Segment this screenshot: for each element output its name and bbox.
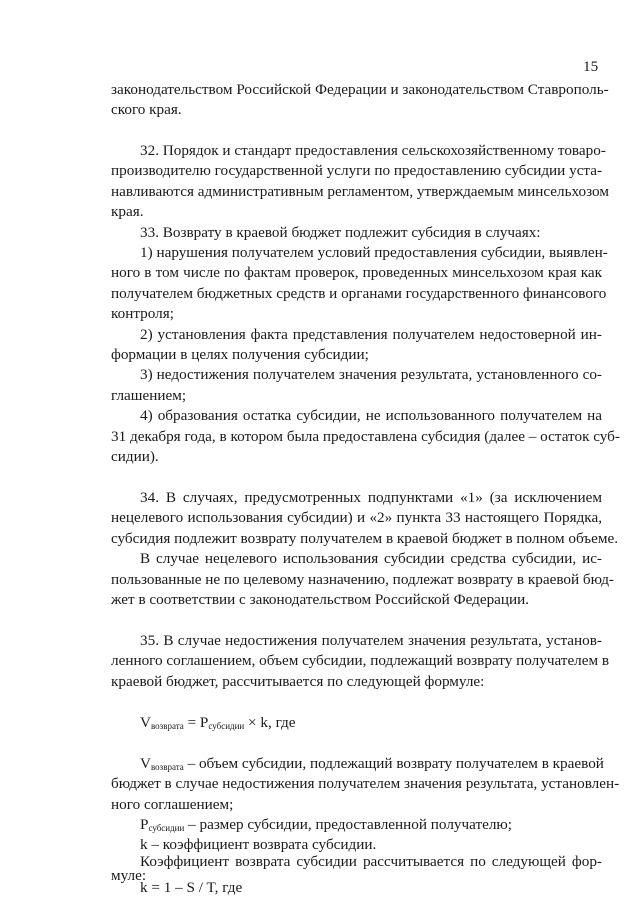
paragraph-33-item-1: контроля; [111,305,174,322]
paragraph-32-line: края. [111,203,144,220]
page-number: 15 [583,58,599,75]
definition-v-return: $V_{возврата}$ – объем субсидии, подлежащий возврату получателем в краевой [140,755,604,772]
text-line: законодательством Российской Федерации и законодательством Ставрополь- [111,81,609,98]
paragraph-33-item-4: сидии). [111,448,159,465]
paragraph-34-line: нецелевого использования субсидии) и «2» пункта 33 настоящего Порядка, [111,509,602,526]
definition-v-return: бюджет в случае недостижения получателем значения результата, установлен- [111,775,620,792]
paragraph-33-item-1: получателем бюджетных средств и органами государственного финансового [111,285,607,302]
paragraph-32-line: 32. Порядок и стандарт предоставления сельскохозяйственному товаро- [140,142,606,159]
formula-k: k = 1 – S / T, где [140,879,243,896]
coefficient-line: Коэффициент возврата субсидии рассчитывается по следующей фор- [140,853,602,870]
paragraph-32-line: навливаются административным регламентом, утверждаемым минсельхозом [111,183,609,200]
coefficient-line: муле: [111,867,147,884]
paragraph-33-item-4: 31 декабря года, в котором была предоставлена субсидия (далее – остаток суб- [111,428,620,445]
text-line: ского края. [111,101,182,118]
paragraph-34-line: пользованные не по целевому назначению, подлежат возврату в краевой бюд- [111,571,614,588]
paragraph-34-line: 34. В случаях, предусмотренных подпунктами «1» (за исключением [140,489,602,506]
paragraph-32-line: производителю государственной услуги по предоставлению субсидии уста- [111,162,603,179]
paragraph-34-line: субсидия подлежит возврату получателем в краевой бюджет в полном объеме. [111,530,619,547]
paragraph-34-line: жет в соответствии с законодательством Российской Федерации. [111,591,530,608]
definition-k: k – коэффициент возврата субсидии. [140,836,377,853]
definition-v-return: ного соглашением; [111,796,234,813]
definition-p-subsidy: $P_{субсидии}$ – размер субсидии, предоставленной получателю; [140,816,512,833]
formula-v-return: $V_{возврата} = P_{субсидии} \times k$, где [140,714,296,731]
paragraph-33-item-3: 3) недостижения получателем значения результата, установленного со- [140,366,602,383]
paragraph-33-item-4: 4) образования остатка субсидии, не использованного получателем на [140,407,602,424]
paragraph-33-intro: 33. Возврату в краевой бюджет подлежит субсидия в случаях: [140,224,541,241]
paragraph-35-line: 35. В случае недостижения получателем значения результата, установ- [140,632,602,649]
paragraph-33-item-3: глашением; [111,387,187,404]
paragraph-33-item-1: 1) нарушения получателем условий предоставления субсидии, выявлен- [140,244,608,261]
paragraph-35-line: ленного соглашением, объем субсидии, подлежащий возврату получателем в [111,652,610,669]
paragraph-33-item-2: формации в целях получения субсидии; [111,346,369,363]
paragraph-35-line: краевой бюджет, рассчитывается по следующей формуле: [111,673,485,690]
paragraph-33-item-2: 2) установления факта представления получателем недостоверной ин- [140,326,602,343]
paragraph-33-item-1: ного в том числе по фактам проверок, проведенных минсельхозом края как [111,264,602,281]
paragraph-34-line: В случае нецелевого использования субсидии средства субсидии, ис- [140,550,602,567]
